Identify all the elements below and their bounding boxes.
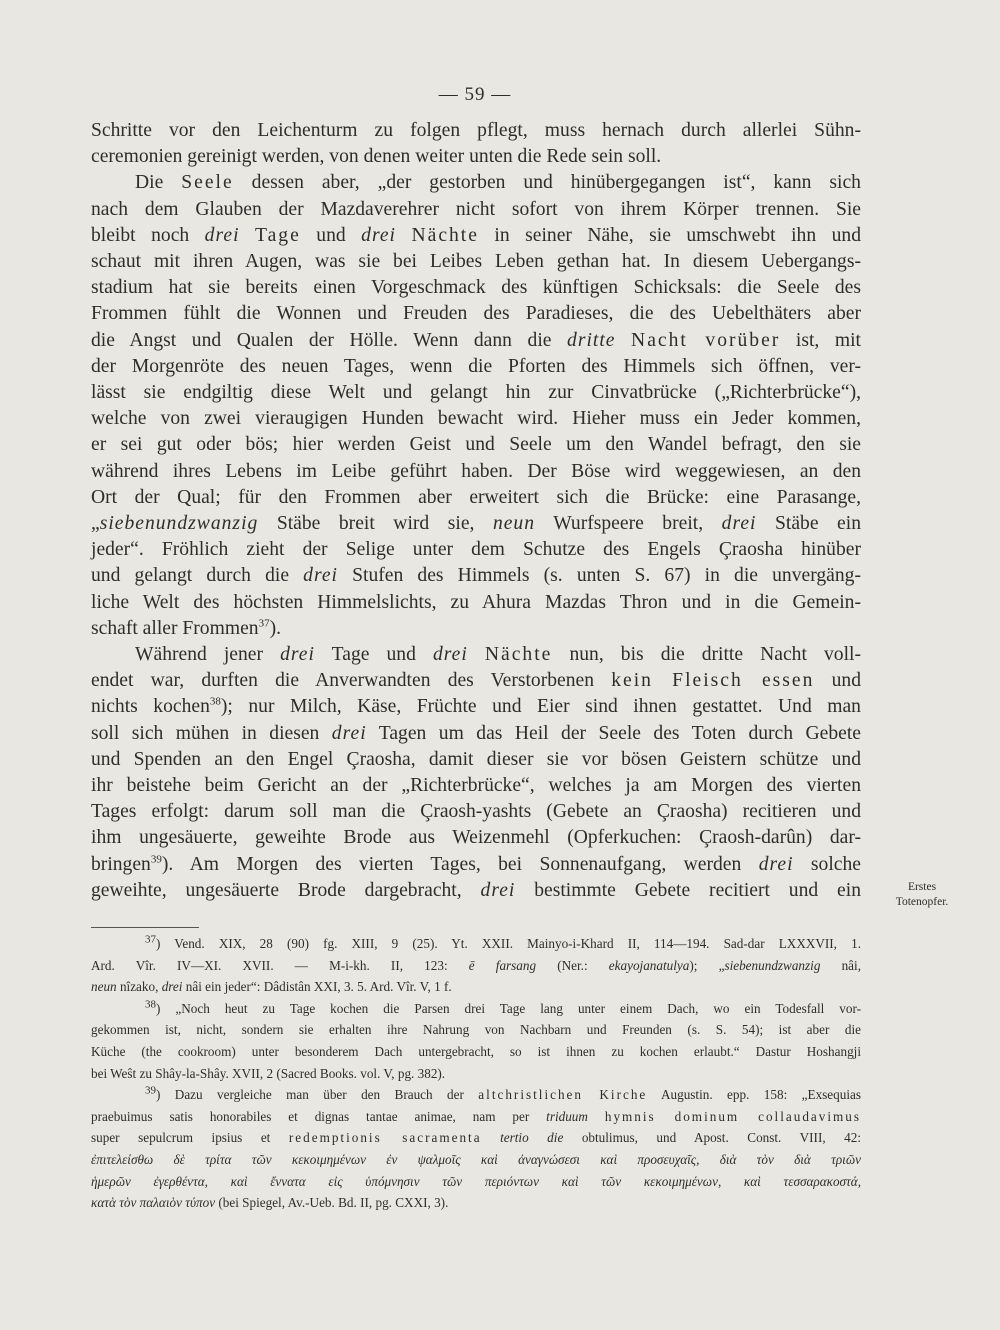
emphasized-text: ekayojanatulya (608, 957, 690, 973)
text-line (91, 459, 861, 485)
text-run: gekommen ist, nicht, sondern sie erhalten ihre Nahrung von Nachbarn und Freunden (s. S. 54); ist aber die (91, 1022, 861, 1038)
text-run: ). Am Morgen des vierten Tages, bei Sonnenaufgang, werden (161, 853, 759, 875)
emphasized-text: drei (432, 644, 468, 666)
text-run: ist, mit (780, 329, 861, 351)
text-run: der Morgenröte des neuen Tages, wenn die Pforten des Himmels sich öffnen, ver- (91, 355, 861, 377)
emphasized-text: ἡμερῶν ἐγερθέντα, καὶ ἔννατα εἰς ὑπόμνησιν τῶν περιόντων καὶ τῶν κεκοιμημένων, καὶ τεσσαρακοστά, (91, 1173, 861, 1189)
text-run: bleibt noch (91, 224, 205, 246)
footnote-line (91, 933, 861, 955)
text-run: ihr beistehe beim Gericht an der „Richterbrücke“, welches ja am Morgen des vierten (91, 775, 861, 797)
emphasized-text: drei (480, 879, 516, 901)
emphasized-text: siebenundzwanzig (724, 957, 821, 973)
text-run: lässt sie endgiltig diese Welt und gelangt hin zur Cinvatbrücke („Richterbrücke“), (91, 382, 861, 404)
spaced-text: redemptionis sacramenta (288, 1130, 482, 1146)
emphasized-text: triduum (546, 1108, 588, 1124)
text-run: ceremonien gereinigt werden, von denen weiter unten die Rede sein soll. (91, 146, 662, 168)
text-line (91, 170, 861, 196)
text-run: ) „Noch heut zu Tage kochen die Parsen drei Tage lang unter einem Dach, wo ein Todesfall vor- (156, 1000, 861, 1016)
text-line (91, 432, 861, 458)
spaced-text: hymnis dominum collaudavimus (604, 1108, 862, 1124)
text-line (91, 511, 861, 537)
text-run: und Spenden an den Engel Çraosha, damit dieser sie vor bösen Geistern schütze und (91, 748, 861, 770)
footnote-line (91, 1192, 861, 1214)
text-run (240, 225, 255, 246)
footnote-separator (91, 927, 199, 928)
text-line (91, 668, 861, 694)
text-run: und gelangt durch die (91, 565, 304, 587)
marginal-note-line: Totenopfer. (895, 896, 949, 908)
text-line (91, 223, 861, 249)
spaced-text: Tage (255, 224, 301, 246)
text-run: Augustin. epp. 158: „Exsequias (647, 1087, 861, 1103)
emphasized-text: neun (91, 979, 117, 995)
emphasized-text: drei (303, 565, 338, 587)
text-line (91, 694, 861, 720)
spaced-text: Nacht vorüber (631, 329, 781, 351)
text-run: Tages erfolgt: darum soll man die Çraosh-yashts (Gebete an Çraosha) recitieren und (91, 801, 861, 823)
footnote-line (91, 1041, 861, 1063)
spaced-text: kein Fleisch essen (611, 670, 815, 692)
text-line (91, 301, 861, 327)
text-run: (Ner.: (536, 957, 609, 973)
text-run: nichts kochen (91, 696, 210, 718)
emphasized-text: ἐπιτελείσθω δὲ τρίτα τῶν κεκοιμημένων ἐν ψαλμοῖς καὶ ἀναγνώσεσι καὶ προσευχαῖς, διὰ τὸν διὰ τριῶν (91, 1151, 861, 1167)
text-line (91, 590, 861, 616)
text-run: praebuimus satis honorabiles et dignas tantae animae, nam per (91, 1108, 547, 1124)
emphasized-text: neun (492, 513, 536, 535)
text-run: geweihte, ungesäuerte Brode dargebracht, (91, 879, 481, 901)
text-run: endet war, durften die Anverwandten des Verstorbenen (91, 670, 612, 692)
footnote-line (91, 1127, 861, 1149)
emphasized-text: ē farsang (468, 957, 537, 973)
text-run: bringen (91, 853, 151, 875)
footnote-reference: 39 (145, 1084, 156, 1097)
text-run: und (814, 670, 861, 692)
emphasized-text: drei (280, 644, 315, 666)
text-run: Tage und (314, 644, 433, 666)
text-line (91, 485, 861, 511)
text-run: stadium hat sie bereits einen Vorgeschmack des künftigen Schicksals: die Seele des (91, 277, 861, 299)
text-run: ) Vend. XIX, 28 (90) fg. XIII, 9 (25). Yt. XXII. Mainyo-i-Khard II, 114—194. Sad-dar LXXXVII, 1. (156, 936, 861, 951)
footnotes (91, 933, 861, 1214)
emphasized-text: drei (721, 513, 757, 535)
text-run: Während jener (135, 644, 281, 666)
text-run: bestimmte Gebete recitiert und ein (515, 879, 861, 901)
text-run: Küche (the cookroom) unter besonderem Dach untergebracht, so ist ihnen zu kochen erlaubt.“ Dastur Hoshangji (91, 1043, 861, 1059)
text-run: liche Welt des höchsten Himmelslichts, zu Ahura Mazdas Thron und in die Gemein- (91, 591, 861, 613)
footnote-line (91, 1063, 861, 1085)
text-line (91, 537, 861, 563)
spaced-text: Seele (181, 172, 234, 194)
text-line (91, 825, 861, 851)
footnote-line (91, 1084, 861, 1106)
text-run: Schritte vor den Leichenturm zu folgen pflegt, muss hernach durch allerlei Sühn- (91, 120, 861, 141)
text-run: die Angst und Qualen der Hölle. Wenn dann die (91, 329, 568, 351)
text-run: ihm ungesäuerte, geweihte Brode aus Weizenmehl (Opferkuchen: Çraosh-darûn) dar- (91, 827, 861, 849)
text-run (615, 330, 631, 351)
emphasized-text: tertio die (500, 1130, 564, 1146)
text-run: nun, bis die dritte Nacht voll- (552, 644, 861, 666)
text-run (468, 644, 485, 665)
text-run: schaut mit ihren Augen, was sie bei Leibes Leben gethan hat. In diesem Uebergangs- (91, 251, 861, 273)
text-run: ) Dazu vergleiche man über den Brauch der (156, 1087, 479, 1103)
text-run: bei Weŝt zu Shây-la-Shây. XVII, 2 (Sacred Books. vol. V, pg. 382). (91, 1065, 446, 1081)
footnote-reference: 39 (150, 853, 162, 866)
emphasized-text: drei (758, 853, 794, 875)
text-line (91, 721, 861, 747)
text-run: nach dem Glauben der Mazdaverehrer nicht sofort von ihrem Körper trennen. Sie (91, 198, 861, 220)
text-run (396, 225, 411, 246)
text-run: dessen aber, „der gestorben und hinübergegangen ist“, kann sich (233, 172, 861, 194)
text-run: solche (793, 853, 861, 875)
text-line (91, 118, 861, 144)
text-run: nâi, (820, 957, 861, 973)
text-run: er sei gut oder bös; hier werden Geist und Seele um den Wandel befragt, den sie (91, 434, 861, 456)
text-run: Frommen fühlt die Wonnen und Freuden des Paradieses, die des Uebelthäters aber (91, 303, 861, 325)
text-run: jeder“. Fröhlich zieht der Selige unter dem Schutze des Engels Çraosha hinüber (91, 539, 861, 561)
footnote-line (91, 1171, 861, 1193)
footnote-line (91, 1106, 861, 1128)
text-line (91, 852, 861, 878)
footnote-reference: 38 (209, 695, 221, 708)
spaced-text: altchristlichen Kirche (478, 1087, 648, 1103)
text-run: nîzako, (116, 979, 162, 995)
text-run: Tagen um das Heil der Seele des Toten durch Gebete (366, 722, 861, 744)
text-run (482, 1130, 501, 1145)
text-run: Stäbe breit wird sie, (258, 513, 493, 535)
text-run: nâi ein jeder“: Dâdistân XXI, 3. 5. Ard. Vîr. V, 1 f. (182, 979, 452, 995)
text-line (91, 406, 861, 432)
footnote-line (91, 1149, 861, 1171)
text-run: (bei Spiegel, Av.-Ueb. Bd. II, pg. CXXI, 3). (215, 1195, 449, 1211)
text-line (91, 878, 861, 904)
text-line (91, 197, 861, 223)
text-run: ); „ (689, 957, 725, 973)
footnote-line (91, 955, 861, 977)
footnote-reference: 38 (145, 998, 156, 1011)
text-line (91, 275, 861, 301)
text-line (91, 354, 861, 380)
footnote-reference: 37 (258, 617, 270, 630)
marginal-note (884, 880, 960, 910)
text-line (91, 380, 861, 406)
text-line (91, 747, 861, 773)
text-run (588, 1109, 605, 1124)
text-line (91, 144, 861, 170)
text-run: ); nur Milch, Käse, Früchte und Eier sind ihnen gestattet. Und man (220, 696, 861, 718)
text-run: Stufen des Himmels (s. unten S. 67) in die unvergäng- (338, 565, 861, 587)
emphasized-text: drei (331, 722, 367, 744)
emphasized-text: κατὰ τὸν παλαιὸν τύπον (91, 1195, 216, 1211)
footnote-line (91, 998, 861, 1020)
footnote-line (91, 976, 861, 998)
spaced-text: Nächte (411, 224, 479, 246)
text-run: „ (91, 513, 100, 535)
emphasized-text: drei (161, 979, 183, 995)
text-run: während ihres Lebens im Leibe geführt haben. Der Böse wird weggewiesen, an den (91, 460, 861, 482)
text-run: soll sich mühen in diesen (91, 722, 332, 744)
text-run: obtulimus, und Apost. Const. VIII, 42: (563, 1130, 861, 1146)
body-text (91, 118, 861, 904)
text-line (91, 563, 861, 589)
footnote-line (91, 1019, 861, 1041)
text-run: schaft aller Frommen (91, 617, 259, 639)
text-run: Die (135, 172, 182, 194)
text-line (91, 249, 861, 275)
emphasized-text: dritte (567, 329, 616, 351)
text-line (91, 799, 861, 825)
text-line (91, 773, 861, 799)
text-run: Wurfspeere breit, (535, 513, 722, 535)
emphasized-text: siebenundzwanzig (99, 513, 259, 535)
text-line (91, 616, 861, 642)
page-number: — 59 — (438, 84, 512, 105)
text-run: welche von zwei vieraugigen Hunden bewacht wird. Hieher muss ein Jeder kommen, (91, 408, 861, 430)
footnote-reference: 37 (145, 933, 156, 946)
text-run: Ard. Vîr. IV—XI. XVII. — M-i-kh. II, 123: (91, 957, 469, 973)
text-run: super sepulcrum ipsius et (91, 1130, 289, 1146)
text-line (91, 642, 861, 668)
text-run: ). (269, 617, 282, 639)
text-line (91, 328, 861, 354)
text-run: und (300, 224, 362, 246)
text-run: Stäbe ein (756, 513, 861, 535)
marginal-note-line: Erstes (907, 881, 937, 893)
text-run: Ort der Qual; für den Frommen aber erweitert sich die Brücke: eine Parasange, (91, 486, 861, 508)
text-run: in seiner Nähe, sie umschwebt ihn und (478, 224, 861, 246)
spaced-text: Nächte (484, 644, 553, 666)
emphasized-text: drei (204, 224, 240, 246)
emphasized-text: drei (361, 224, 396, 246)
